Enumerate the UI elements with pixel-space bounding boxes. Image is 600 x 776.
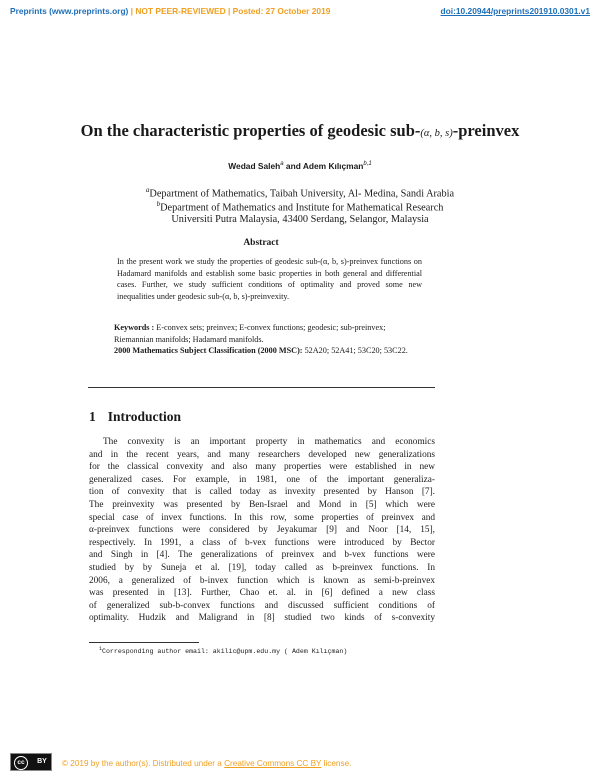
body-line: α-preinvex functions were considered by Jeyakumar [9] and Noor [14, 15], — [89, 525, 435, 536]
msc-label: 2000 Mathematics Subject Classification (2000 MSC): — [114, 346, 303, 355]
affil-text: Department of Mathematics and Institute for Mathematical Research — [160, 202, 444, 214]
body-line: optimality. Hudzik and Maligrand in [8] studied two kinds of s-convexity — [89, 613, 435, 624]
license-text — [62, 759, 351, 768]
author-conjunction: and — [283, 161, 303, 171]
preprint-header — [0, 6, 600, 20]
msc-text: 52A20; 52A41; 53C20; 53C22. — [302, 346, 408, 355]
body-line: of generalized sub-b-convex functions and discussed sufficient conditions of — [89, 600, 435, 611]
body-line: The convexity is an important property in mathematics and economics — [103, 437, 435, 447]
header-separator: | — [225, 6, 233, 16]
license-bar — [0, 750, 600, 776]
author-list — [0, 161, 600, 171]
paper-title — [0, 121, 600, 141]
footnote-mark: 1 — [99, 646, 103, 652]
abstract-heading: Abstract — [243, 238, 279, 248]
header-left — [10, 6, 330, 16]
body-line: was presented in [13]. Further, Chao et. al. in [6] defined a new class — [89, 588, 435, 599]
body-line: The preinvexity was presented by Ben-Israel and Mond in [5] which were — [89, 499, 435, 510]
by-icon: BY — [37, 758, 47, 765]
affil-mark: a — [145, 186, 150, 194]
body-line: special case of invex functions. In this row, some properties of preinvex and — [89, 512, 435, 523]
author-affil-mark: b,1 — [363, 161, 372, 168]
section-number: 1 — [89, 409, 96, 424]
footnote-divider — [89, 642, 199, 643]
license-suffix: license. — [321, 759, 352, 768]
affil-mark: b — [156, 200, 161, 208]
affiliation-b-line2 — [0, 214, 600, 225]
section-title: Introduction — [107, 409, 182, 424]
section-heading — [89, 409, 181, 425]
body-line: for the classical convexity and also many properties were established in new — [89, 462, 435, 473]
keywords-text: E-convex sets; preinvex; E-convex functions; geodesic; sub-preinvex; Riemannian manifolds; Hadamard manifolds. — [114, 323, 386, 344]
body-line: studied by by Suneja et al. [19], today called as b-preinvex functions. In — [89, 562, 435, 573]
cc-by-badge-icon[interactable] — [10, 753, 52, 771]
affil-text: Department of Mathematics, Taibah University, Al- Medina, Sandi Arabia — [149, 188, 455, 200]
abstract-divider — [88, 387, 435, 388]
body-line: and Singh in [4]. The generalizations of preinvex and b-vex functions were — [89, 550, 435, 561]
footnote-text: Corresponding author email: akilic@upm.edu.my ( Adem Kılıçman) — [102, 648, 348, 656]
header-separator: | — [128, 6, 136, 16]
license-link[interactable]: Creative Commons CC BY — [224, 759, 322, 768]
body-line: tion of convexity that is called today as invexity presented by Hanson [7]. — [89, 487, 435, 498]
abstract-text: In the present work we study the properties of geodesic sub-(α, b, s)-preinvex functions on Hadamard manifolds and establish some basic properties in both general and differential cases. Further, we study sufficient conditions of optimality and proved some new inequalities under geodesic sub-(α, b, s)-preinvexity. — [117, 257, 422, 301]
doi-link[interactable]: doi:10.20944/preprints201910.0301.v1 — [440, 6, 590, 16]
body-line: 2006, a generalized of b-invex function which is known as semi-b-preinvex — [89, 575, 435, 586]
posted-date: Posted: 27 October 2019 — [232, 6, 331, 16]
affiliation-b — [0, 200, 600, 213]
preprints-site-link[interactable]: Preprints (www.preprints.org) — [10, 6, 129, 16]
peer-review-status: NOT PEER-REVIEWED — [135, 6, 226, 16]
introduction-paragraph — [89, 436, 435, 625]
author-name: Wedad Saleh — [228, 161, 281, 171]
cc-icon: cc — [14, 756, 28, 770]
body-line: respectively. In 1991, a class of b-vex functions were introduced by Bector — [89, 537, 435, 548]
body-line: generalized cases. For example, in 1981, one of the important generaliza- — [89, 474, 435, 485]
license-prefix: © 2019 by the author(s). Distributed under a — [62, 759, 225, 768]
keywords-label: Keywords : — [114, 323, 155, 332]
title-tail: -preinvex — [452, 121, 520, 140]
body-line: and in the recent years, and many researchers developed new generalizations — [89, 449, 435, 460]
footnote — [99, 646, 347, 655]
affil-text: Universiti Putra Malaysia, 43400 Serdang, Selangor, Malaysia — [171, 214, 429, 225]
title-main: On the characteristic properties of geodesic sub- — [80, 121, 421, 140]
keywords-block — [114, 322, 424, 357]
title-math: (α, b, s) — [420, 128, 453, 139]
author-name: Adem Kılıçman — [302, 161, 364, 171]
author-affil-mark: a — [280, 161, 284, 168]
affiliation-a — [0, 186, 600, 199]
